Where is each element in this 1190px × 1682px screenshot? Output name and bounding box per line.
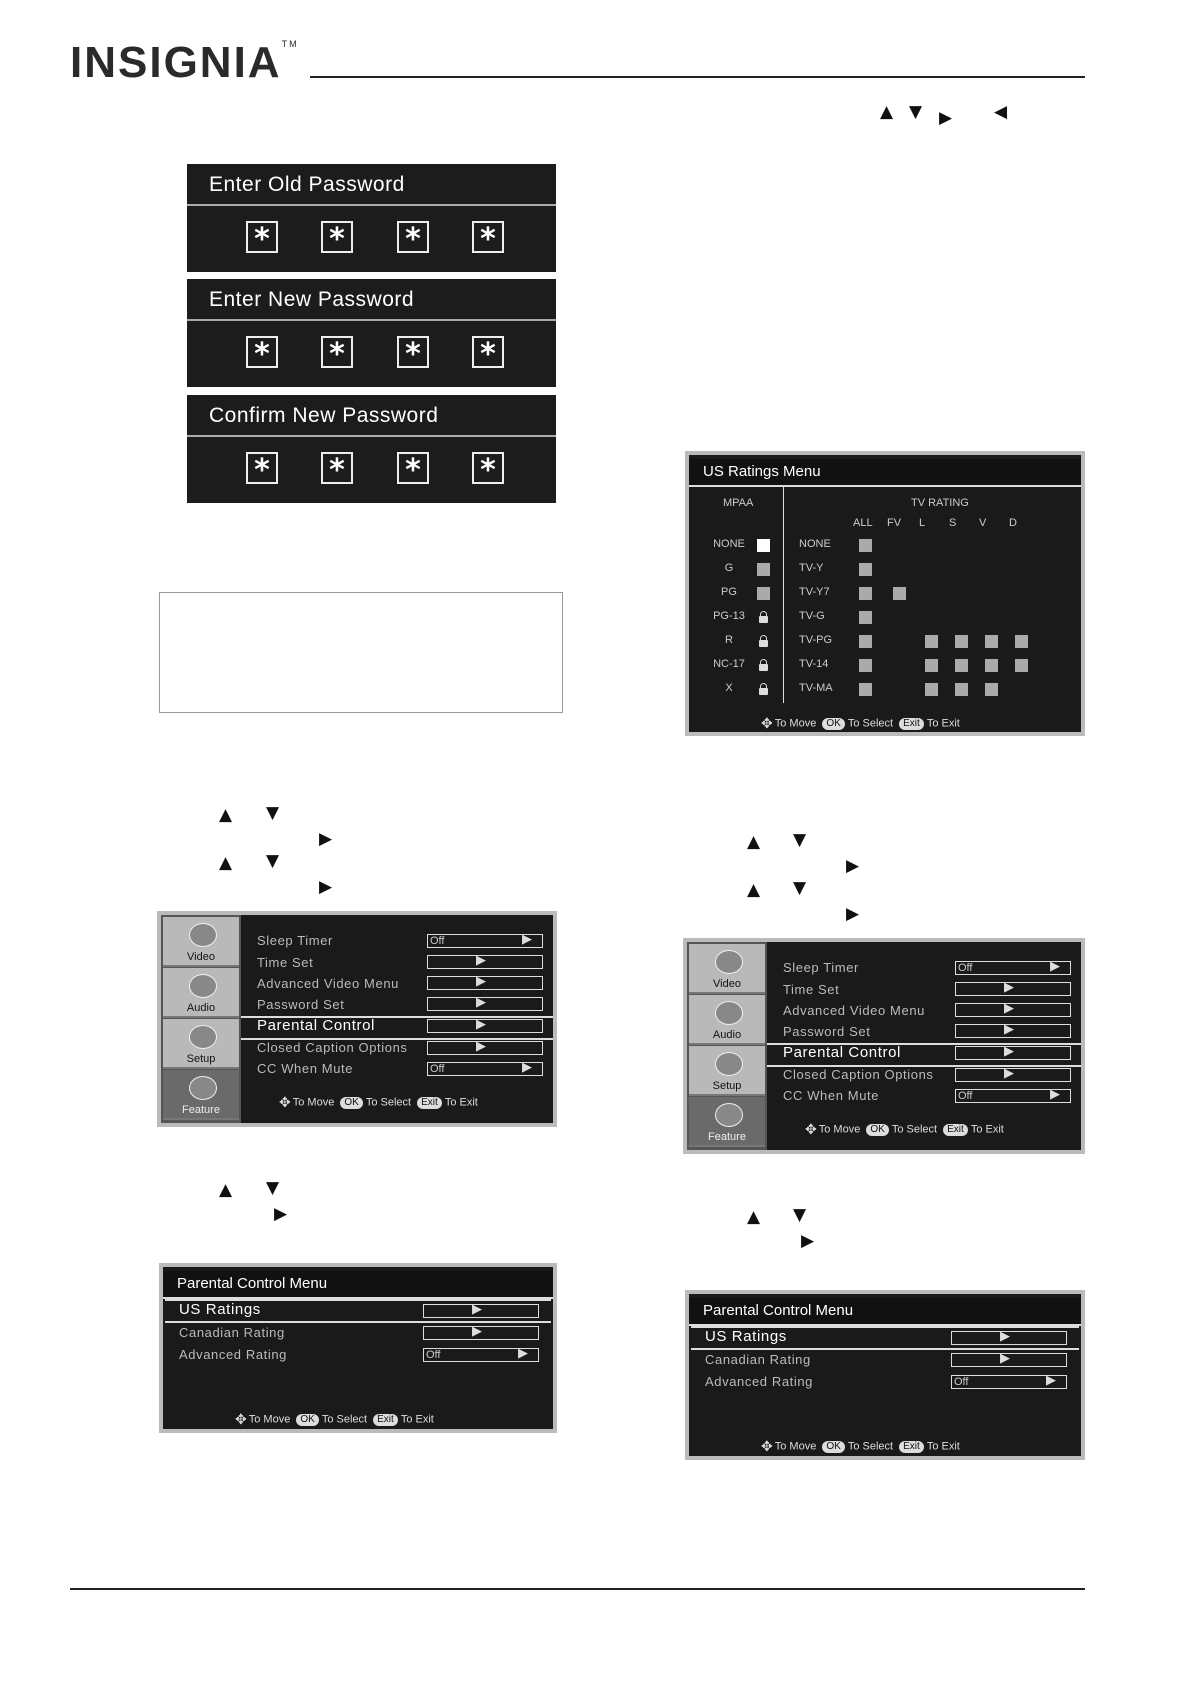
right-arrow-icon: ▶ [472, 1323, 482, 1338]
cc-mute-value[interactable]: Off ▶ [427, 1062, 543, 1076]
right-arrow-icon: ▶ [1004, 979, 1014, 994]
sleep-timer-value[interactable]: Off ▶ [427, 934, 543, 948]
move-icon: ✥ [761, 715, 773, 731]
mpaa-rating-label: R [725, 634, 733, 646]
menu-item-time-set[interactable]: Time Set [783, 982, 840, 997]
brand-logo: INSIGNIA™ [70, 38, 299, 87]
tv-rating-header: TV RATING [911, 497, 969, 509]
exit-key: Exit [417, 1097, 442, 1109]
sleep-timer-value[interactable]: Off ▶ [955, 961, 1071, 975]
menu-sidebar [687, 942, 767, 1150]
menu-item-time-set[interactable]: Time Set [257, 955, 314, 970]
time-set-slot[interactable] [955, 979, 1071, 996]
tab-setup[interactable]: Setup [163, 1019, 239, 1069]
tv-rating-checkbox[interactable] [925, 659, 938, 672]
right-arrow-icon: ▶ [319, 877, 333, 897]
right-arrow-icon: ▶ [476, 973, 486, 988]
new-password-label: Enter New Password [187, 279, 556, 321]
tv-column-header: ALL [853, 517, 873, 529]
canadian-rating-slot[interactable] [423, 1323, 539, 1340]
parental-menu-title: Parental Control Menu [689, 1298, 1081, 1326]
lock-icon[interactable] [759, 616, 768, 623]
password-digit[interactable]: * [321, 452, 353, 484]
feature-icon [715, 1103, 743, 1127]
tv-column-header: D [1009, 517, 1017, 529]
tv-rating-checkbox[interactable] [893, 587, 906, 600]
move-icon: ✥ [805, 1121, 817, 1137]
note-box [159, 592, 563, 713]
password-digit[interactable]: * [246, 221, 278, 253]
setup-icon [715, 1052, 743, 1076]
up-arrow-icon: ▲ [747, 832, 761, 852]
menu-item-advanced-rating[interactable]: Advanced Rating [705, 1374, 814, 1389]
up-arrow-icon: ▲ [880, 102, 894, 122]
us-ratings-slot[interactable] [951, 1328, 1067, 1345]
advanced-rating-value[interactable]: Off ▶ [423, 1348, 539, 1362]
parental-menu-screen-2 [685, 1290, 1085, 1460]
password-digit[interactable]: * [321, 221, 353, 253]
menu-item-password-set[interactable]: Password Set [783, 1024, 871, 1039]
tv-rating-checkbox[interactable] [1015, 635, 1028, 648]
tab-video[interactable]: Video [163, 917, 239, 967]
right-arrow-icon: ▶ [1000, 1350, 1010, 1365]
tab-feature[interactable]: Feature [689, 1097, 765, 1147]
right-arrow-icon: ▶ [1004, 1043, 1014, 1058]
lock-icon[interactable] [759, 688, 768, 695]
advanced-video-slot[interactable] [427, 973, 543, 990]
right-arrow-icon: ▶ [476, 1016, 486, 1031]
password-digit[interactable]: * [321, 336, 353, 368]
menu-item-us-ratings[interactable]: US Ratings [705, 1328, 787, 1345]
closed-caption-slot[interactable] [955, 1065, 1071, 1082]
down-arrow-icon: ▼ [266, 851, 280, 871]
exit-key: Exit [899, 718, 924, 730]
tv-rating-checkbox[interactable] [859, 563, 872, 576]
mpaa-rating-label: NC-17 [713, 658, 745, 670]
tv-rating-checkbox[interactable] [985, 683, 998, 696]
password-set-slot[interactable] [955, 1021, 1071, 1038]
tv-rating-checkbox[interactable] [985, 635, 998, 648]
password-digit[interactable]: * [397, 452, 429, 484]
parental-control-slot[interactable] [955, 1043, 1071, 1060]
old-password-label: Enter Old Password [187, 164, 556, 206]
menu-item-cc-when-mute[interactable]: CC When Mute [783, 1088, 880, 1103]
video-icon [189, 923, 217, 947]
menu-item-advanced-rating[interactable]: Advanced Rating [179, 1347, 288, 1362]
tv-rating-checkbox[interactable] [955, 635, 968, 648]
menu-item-advanced-video[interactable]: Advanced Video Menu [257, 976, 399, 991]
mpaa-rating-label: NONE [713, 538, 745, 550]
tv-rating-checkbox[interactable] [985, 659, 998, 672]
us-ratings-screen [685, 451, 1085, 736]
down-arrow-icon: ▼ [793, 830, 807, 850]
tv-rating-label: NONE [799, 538, 831, 550]
menu-item-closed-caption[interactable]: Closed Caption Options [257, 1040, 408, 1055]
parental-control-slot[interactable] [427, 1016, 543, 1033]
down-arrow-icon: ▼ [793, 1205, 807, 1225]
menu-item-advanced-video[interactable]: Advanced Video Menu [783, 1003, 925, 1018]
menu-footer: ✥ To Move OK To Select Exit To Exit [761, 715, 960, 731]
tv-rating-label: TV-PG [799, 634, 833, 646]
right-arrow-icon: ▶ [1046, 1372, 1056, 1387]
right-arrow-icon: ▶ [939, 108, 953, 128]
menu-item-password-set[interactable]: Password Set [257, 997, 345, 1012]
tv-rating-checkbox[interactable] [1015, 659, 1028, 672]
time-set-slot[interactable] [427, 952, 543, 969]
right-arrow-icon: ▶ [476, 1038, 486, 1053]
left-arrow-icon: ◀ [994, 102, 1008, 122]
down-arrow-icon: ▼ [909, 102, 923, 122]
move-icon: ✥ [235, 1411, 247, 1427]
header-rule [310, 76, 1085, 78]
menu-item-cc-when-mute[interactable]: CC When Mute [257, 1061, 354, 1076]
old-password-panel [187, 164, 556, 272]
right-arrow-icon: ▶ [846, 904, 860, 924]
mpaa-rating-checkbox[interactable] [757, 539, 770, 552]
closed-caption-slot[interactable] [427, 1038, 543, 1055]
mpaa-rating-checkbox[interactable] [757, 563, 770, 576]
menu-sidebar [161, 915, 241, 1123]
password-digit[interactable]: * [472, 336, 504, 368]
right-arrow-icon: ▶ [1050, 958, 1060, 973]
tv-rating-label: TV-14 [799, 658, 829, 670]
right-arrow-icon: ▶ [472, 1301, 482, 1316]
right-arrow-icon: ▶ [1004, 1021, 1014, 1036]
password-digit[interactable]: * [246, 452, 278, 484]
right-arrow-icon: ▶ [1000, 1328, 1010, 1343]
right-arrow-icon: ▶ [1004, 1065, 1014, 1080]
up-arrow-icon: ▲ [219, 853, 233, 873]
menu-footer: ✥ To Move OK To Select Exit To Exit [761, 1438, 960, 1454]
password-digit[interactable]: * [472, 452, 504, 484]
tab-audio[interactable]: Audio [163, 968, 239, 1018]
parental-menu-screen [159, 1263, 557, 1433]
tv-column-header: V [979, 517, 987, 529]
right-arrow-icon: ▶ [1050, 1086, 1060, 1101]
us-ratings-slot[interactable] [423, 1301, 539, 1318]
tv-column-header: S [949, 517, 957, 529]
tab-video[interactable]: Video [689, 944, 765, 994]
advanced-video-slot[interactable] [955, 1000, 1071, 1017]
menu-item-canadian-rating[interactable]: Canadian Rating [705, 1352, 811, 1367]
us-ratings-title: US Ratings Menu [689, 459, 1081, 487]
right-arrow-icon: ▶ [522, 931, 532, 946]
tv-rating-label: TV-G [799, 610, 825, 622]
video-icon [715, 950, 743, 974]
menu-item-parental-control[interactable]: Parental Control [257, 1017, 375, 1034]
tv-rating-label: TV-MA [799, 682, 833, 694]
tv-column-header: FV [887, 517, 902, 529]
tv-rating-checkbox[interactable] [925, 683, 938, 696]
lock-icon[interactable] [759, 640, 768, 647]
menu-item-sleep-timer[interactable]: Sleep Timer [257, 933, 333, 948]
up-arrow-icon: ▲ [219, 805, 233, 825]
column-divider [783, 487, 784, 703]
menu-item-parental-control[interactable]: Parental Control [783, 1044, 901, 1061]
tv-rating-checkbox[interactable] [859, 611, 872, 624]
confirm-password-label: Confirm New Password [187, 395, 556, 437]
menu-footer: ✥ To Move OK To Select Exit To Exit [805, 1121, 1004, 1137]
setup-menu-screen-2 [683, 938, 1085, 1154]
setup-menu-screen [157, 911, 557, 1127]
tv-rating-checkbox[interactable] [955, 683, 968, 696]
speaker-icon [715, 1001, 743, 1025]
speaker-icon [189, 974, 217, 998]
ok-key: OK [340, 1097, 362, 1109]
tv-rating-checkbox[interactable] [859, 635, 872, 648]
menu-footer: ✥ To Move OK To Select Exit To Exit [279, 1094, 478, 1110]
menu-item-closed-caption[interactable]: Closed Caption Options [783, 1067, 934, 1082]
mpaa-rating-checkbox[interactable] [757, 587, 770, 600]
tv-rating-checkbox[interactable] [859, 683, 872, 696]
footer-rule [70, 1588, 1085, 1590]
menu-footer: ✥ To Move OK To Select Exit To Exit [235, 1411, 434, 1427]
tab-audio[interactable]: Audio [689, 995, 765, 1045]
parental-menu-title: Parental Control Menu [163, 1271, 553, 1299]
ok-key: OK [296, 1414, 318, 1426]
setup-icon [189, 1025, 217, 1049]
right-arrow-icon: ▶ [274, 1204, 288, 1224]
down-arrow-icon: ▼ [793, 878, 807, 898]
exit-key: Exit [943, 1124, 968, 1136]
password-set-slot[interactable] [427, 994, 543, 1011]
up-arrow-icon: ▲ [747, 1207, 761, 1227]
right-arrow-icon: ▶ [319, 829, 333, 849]
tab-setup[interactable]: Setup [689, 1046, 765, 1096]
mpaa-rating-label: PG-13 [713, 610, 745, 622]
tv-rating-checkbox[interactable] [859, 587, 872, 600]
feature-icon [189, 1076, 217, 1100]
advanced-rating-value[interactable]: Off ▶ [951, 1375, 1067, 1389]
tab-feature[interactable]: Feature [163, 1070, 239, 1120]
ok-key: OK [822, 1441, 844, 1453]
password-digit[interactable]: * [397, 221, 429, 253]
confirm-password-panel [187, 395, 556, 503]
up-arrow-icon: ▲ [747, 880, 761, 900]
right-arrow-icon: ▶ [518, 1345, 528, 1360]
password-digit[interactable]: * [246, 336, 278, 368]
move-icon: ✥ [761, 1438, 773, 1454]
tv-rating-checkbox[interactable] [955, 659, 968, 672]
down-arrow-icon: ▼ [266, 803, 280, 823]
exit-key: Exit [373, 1414, 398, 1426]
new-password-panel [187, 279, 556, 387]
password-digit[interactable]: * [472, 221, 504, 253]
mpaa-rating-label: PG [721, 586, 737, 598]
right-arrow-icon: ▶ [846, 856, 860, 876]
menu-item-canadian-rating[interactable]: Canadian Rating [179, 1325, 285, 1340]
ok-key: OK [866, 1124, 888, 1136]
down-arrow-icon: ▼ [266, 1178, 280, 1198]
up-arrow-icon: ▲ [219, 1180, 233, 1200]
mpaa-rating-label: X [725, 682, 733, 694]
tv-column-header: L [919, 517, 926, 529]
tv-rating-label: TV-Y7 [799, 586, 830, 598]
lock-icon[interactable] [759, 664, 768, 671]
menu-item-sleep-timer[interactable]: Sleep Timer [783, 960, 859, 975]
ok-key: OK [822, 718, 844, 730]
tv-rating-checkbox[interactable] [925, 635, 938, 648]
move-icon: ✥ [279, 1094, 291, 1110]
exit-key: Exit [899, 1441, 924, 1453]
canadian-rating-slot[interactable] [951, 1350, 1067, 1367]
mpaa-rating-label: G [724, 562, 734, 574]
right-arrow-icon: ▶ [801, 1231, 815, 1251]
tv-rating-checkbox[interactable] [859, 659, 872, 672]
tv-rating-label: TV-Y [799, 562, 824, 574]
cc-mute-value[interactable]: Off ▶ [955, 1089, 1071, 1103]
right-arrow-icon: ▶ [1004, 1000, 1014, 1015]
tv-rating-checkbox[interactable] [859, 539, 872, 552]
menu-item-us-ratings[interactable]: US Ratings [179, 1301, 261, 1318]
right-arrow-icon: ▶ [522, 1059, 532, 1074]
mpaa-header: MPAA [723, 497, 754, 509]
right-arrow-icon: ▶ [476, 952, 486, 967]
right-arrow-icon: ▶ [476, 994, 486, 1009]
password-digit[interactable]: * [397, 336, 429, 368]
